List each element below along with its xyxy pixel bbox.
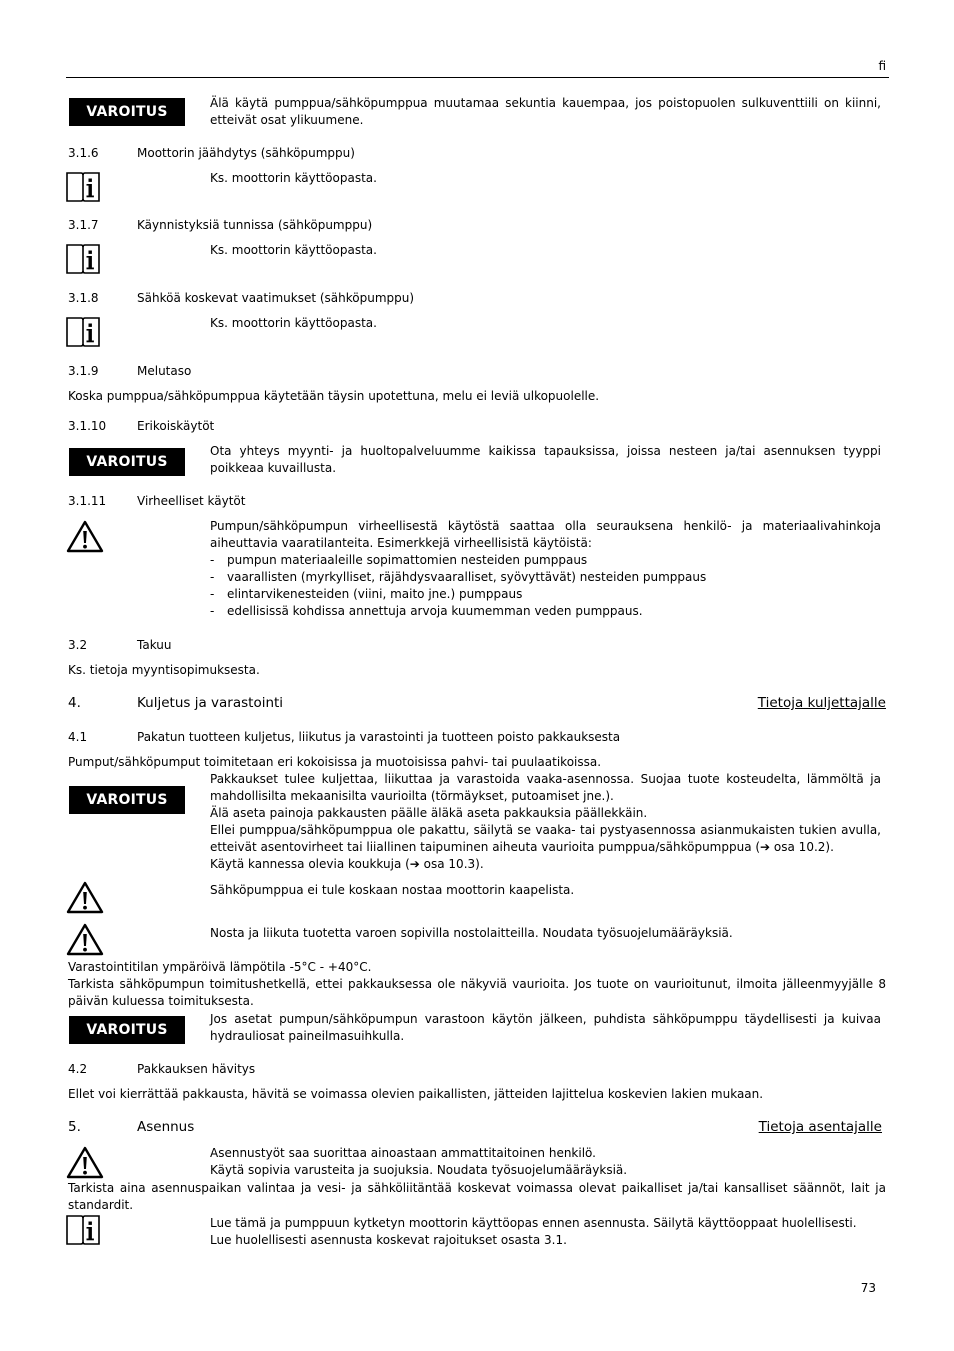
delivery-check: Tarkista sähköpumpun toimitushetkellä, ettei pakkauksessa ole näkyviä vaurioita. Jos tuote on vaurioitunut, ilmoita jälleenmyyjälle 8 päivän kuluessa toimituksesta. — [68, 977, 886, 1008]
section-heading-318 — [0, 291, 954, 308]
section-title: Melutaso — [137, 364, 192, 378]
section-title: Erikoiskäytöt — [137, 419, 215, 433]
chapter-heading-4 — [0, 695, 954, 714]
section-title: Takuu — [137, 638, 172, 652]
warning-line: Pakkaukset tulee kuljettaa, liikuttaa ja varastoida vaaka-asennossa. Suojaa tuote kosteudelta, lämmöltä ja mahdollisilta mekaanisilta vaurioilta (törmäykset, putoamiset jne.). — [210, 772, 881, 803]
danger-text: Sähköpumppua ei tule koskaan nostaa moottorin kaapelista. — [210, 883, 575, 897]
info-line: Lue huolellisesti asennusta koskevat rajoitukset osasta 3.1. — [210, 1233, 567, 1247]
section-text: Ks. moottorin käyttöopasta. — [210, 243, 377, 257]
section-number: 3.1.7 — [68, 218, 99, 232]
manual-info-icon — [65, 242, 103, 276]
warning-line: Ellei pumppua/sähköpumppua ole pakattu, säilytä se vaaka- tai pystyasennossa asianmukaisten tukien avulla, etteivät asentovirheet tai liiallinen taipuminen aiheuta vaurioita pumppua/sähköpumppua (➔ osa 10.2). — [210, 823, 881, 854]
section-title: Sähköä koskevat vaatimukset (sähköpumppu) — [137, 291, 415, 305]
manual-info-icon — [65, 315, 103, 349]
warning-text: Älä käytä pumppua/sähköpumppua muutamaa sekuntia kauempaa, jos poistopuolen sulkuventtiili on kiinni, etteivät osat ylikuumene. — [210, 96, 881, 127]
section-heading-3111 — [0, 494, 954, 511]
audience-label: Tietoja kuljettajalle — [757, 695, 886, 711]
info-text-block — [210, 1215, 881, 1249]
section-heading-32 — [0, 638, 954, 655]
danger-warning-icon — [66, 1145, 104, 1179]
section-number: 3.1.11 — [68, 494, 107, 508]
header-language: fi — [878, 59, 886, 73]
warning-badge: VAROITUS — [69, 1016, 185, 1044]
warning-text: Ota yhteys myynti- ja huoltopalveluumme kaikissa tapauksissa, joissa nesteen ja/tai asennuksen tyyppi poikkeaa kuvaillusta. — [210, 444, 881, 475]
section-text: Koska pumppua/sähköpumppua käytetään täysin upotettuna, melu ei leviä ulkopuolelle. — [68, 389, 600, 403]
section-number: 3.1.10 — [68, 419, 107, 433]
section-title: Moottorin jäähdytys (sähköpumppu) — [137, 146, 355, 160]
misuse-block — [210, 518, 881, 620]
list-item: - elintarvikenesteiden (viini, maito jne.) pumppaus — [210, 586, 881, 603]
section-heading-42 — [0, 1062, 954, 1079]
section-text: Ellet voi kierrättää pakkausta, hävitä se voimassa olevien paikallisten, jätteiden lajittelua koskevien lakien mukaan. — [68, 1087, 764, 1101]
misuse-intro: Pumpun/sähköpumpun virheellisestä käytöstä saattaa olla seurauksena henkilö- ja materiaalivahinkoja aiheuttavia vaaratilanteita. Esimerkkejä virheellisistä käytöistä: — [210, 519, 881, 550]
section-heading-319 — [0, 364, 954, 381]
regulations-text: Tarkista aina asennuspaikan valintaa ja vesi- ja sähköliitäntää koskevat voimassa olevat paikalliset ja/tai kansalliset säännöt, lait ja standardit. — [68, 1181, 886, 1212]
section-title: Pakkauksen hävitys — [137, 1062, 256, 1076]
list-item: - edellisissä kohdissa annettuja arvoja kuumemman veden pumppaus. — [210, 603, 881, 620]
warning-text: Jos asetat pumpun/sähköpumpun varastoon käytön jälkeen, puhdista sähköpumppu täydellisesti ja kuivaa hydrauliosat paineilmasuihkulla. — [210, 1012, 881, 1043]
chapter-heading-5 — [0, 1119, 954, 1138]
warning-text-block — [210, 771, 881, 873]
storage-temperature: Varastointitilan ympäröivä lämpötila -5°C - +40°C. — [68, 960, 372, 974]
list-item: - vaarallisten (myrkylliset, räjähdysvaaralliset, syövyttävät) nesteiden pumppaus — [210, 569, 881, 586]
danger-text: Nosta ja liikuta tuotetta varoen sopivilla nostolaitteilla. Noudata työsuojelumääräyksiä. — [210, 926, 733, 940]
section-number: 3.1.9 — [68, 364, 99, 378]
warning-badge: VAROITUS — [69, 98, 185, 126]
warning-badge: VAROITUS — [69, 448, 185, 476]
audience-label: Tietoja asentajalle — [758, 1119, 882, 1135]
warning-line: Käytä kannessa olevia koukkuja (➔ osa 10.3). — [210, 857, 484, 871]
header-rule — [66, 77, 889, 78]
manual-info-icon — [65, 170, 103, 204]
section-heading-3110 — [0, 419, 954, 436]
chapter-title: Kuljetus ja varastointi — [137, 695, 284, 711]
chapter-title: Asennus — [137, 1119, 195, 1135]
section-title: Pakatun tuotteen kuljetus, liikutus ja varastointi ja tuotteen poisto pakkauksesta — [137, 730, 621, 744]
danger-warning-icon — [66, 880, 104, 914]
section-heading-41 — [0, 730, 954, 747]
chapter-number: 4. — [68, 695, 81, 711]
manual-info-icon — [65, 1213, 103, 1247]
section-title: Käynnistyksiä tunnissa (sähköpumppu) — [137, 218, 373, 232]
warning-badge: VAROITUS — [69, 786, 185, 814]
section-heading-317 — [0, 218, 954, 235]
danger-line: Asennustyöt saa suorittaa ainoastaan ammattitaitoinen henkilö. — [210, 1146, 596, 1160]
section-number: 4.2 — [68, 1062, 88, 1076]
info-line: Lue tämä ja pumppuun kytketyn moottorin käyttöopas ennen asennusta. Säilytä käyttöoppaat huolellisesti. — [210, 1216, 857, 1230]
section-title: Virheelliset käytöt — [137, 494, 246, 508]
section-number: 3.1.6 — [68, 146, 99, 160]
page-number: 73 — [860, 1281, 876, 1295]
danger-line: Käytä sopivia varusteita ja suojuksia. Noudata työsuojelumääräyksiä. — [210, 1163, 628, 1177]
section-text: Ks. tietoja myyntisopimuksesta. — [68, 663, 260, 677]
danger-warning-icon — [66, 519, 104, 553]
section-number: 4.1 — [68, 730, 88, 744]
section-intro: Pumput/sähköpumput toimitetaan eri kokoisissa ja muotoisissa pahvi- tai puulaatikoissa. — [68, 755, 602, 769]
chapter-number: 5. — [68, 1119, 81, 1135]
list-item: - pumpun materiaaleille sopimattomien nesteiden pumppaus — [210, 552, 881, 569]
warning-line: Älä aseta painoja pakkausten päälle äläkä aseta pakkauksia päällekkäin. — [210, 806, 648, 820]
misuse-list — [210, 552, 881, 620]
section-text: Ks. moottorin käyttöopasta. — [210, 171, 377, 185]
section-number: 3.2 — [68, 638, 88, 652]
danger-text-block — [210, 1145, 881, 1179]
section-heading-316 — [0, 146, 954, 163]
danger-warning-icon — [66, 922, 104, 956]
section-text: Ks. moottorin käyttöopasta. — [210, 316, 377, 330]
section-number: 3.1.8 — [68, 291, 99, 305]
